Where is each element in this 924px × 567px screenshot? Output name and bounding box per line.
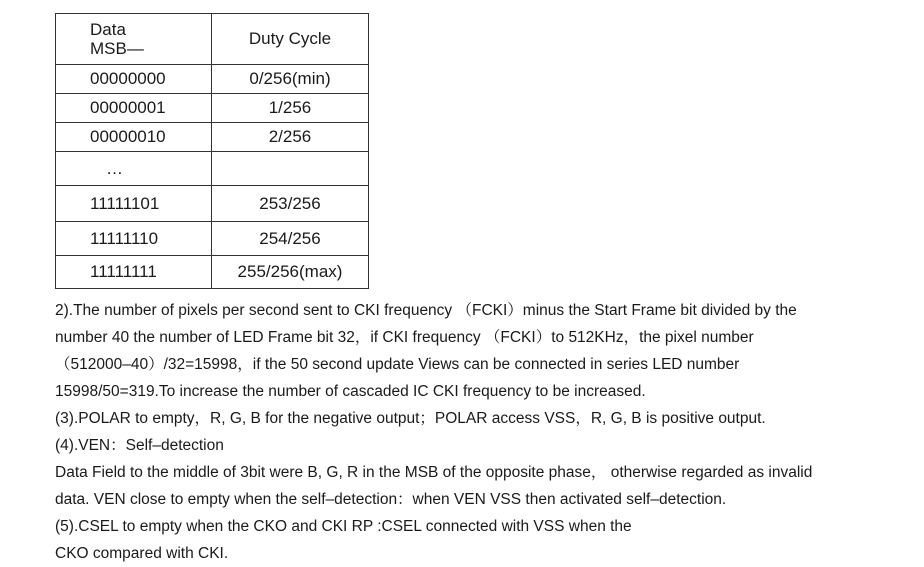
- paragraph-line: Data Field to the middle of 3bit were B, G, R in the MSB of the opposite phase， otherwise regarded as invalid: [55, 464, 813, 481]
- table-row: [56, 186, 369, 222]
- cell-data: 00000000: [56, 65, 212, 94]
- table-header-row: [56, 14, 369, 65]
- paragraph-line: （512000–40）/32=15998，if the 50 second update Views can be connected in series LED number: [55, 356, 740, 373]
- paragraph-line: 2).The number of pixels per second sent to CKI frequency （FCKI）minus the Start Frame bit divided by the: [55, 302, 797, 319]
- table-row: [56, 94, 369, 123]
- paragraph-line: (4).VEN：Self–detection: [55, 437, 224, 454]
- description-text: [55, 297, 895, 567]
- paragraph-line: (5).CSEL to empty when the CKO and CKI RP :CSEL connected with VSS when the: [55, 518, 632, 535]
- cell-duty: 255/256(max): [212, 256, 369, 289]
- paragraph-line: data. VEN close to empty when the self–detection：when VEN VSS then activated self–detection.: [55, 491, 727, 508]
- table-row: [56, 123, 369, 152]
- header-data-msb: [56, 14, 212, 65]
- cell-data: 11111101: [56, 186, 212, 222]
- table-row: [56, 152, 369, 186]
- paragraph-line: 15998/50=319.To increase the number of cascaded IC CKI frequency to be increased.: [55, 383, 646, 400]
- cell-duty: 2/256: [212, 123, 369, 152]
- header-msb-label: MSB—: [90, 39, 144, 58]
- table-row: [56, 256, 369, 289]
- cell-duty: 0/256(min): [212, 65, 369, 94]
- header-duty-cycle: Duty Cycle: [212, 14, 369, 65]
- table-row: [56, 65, 369, 94]
- cell-data: 00000001: [56, 94, 212, 123]
- paragraph-line: CKO compared with CKI.: [55, 545, 229, 562]
- cell-data: 11111111: [56, 256, 212, 289]
- cell-duty: [212, 152, 369, 186]
- cell-duty: 253/256: [212, 186, 369, 222]
- paragraph-line: (3).POLAR to empty，R, G, B for the negative output；POLAR access VSS，R, G, B is positive output.: [55, 410, 766, 427]
- header-data-label: Data: [90, 20, 126, 39]
- paragraph-line: number 40 the number of LED Frame bit 32，if CKI frequency （FCKI）to 512KHz，the pixel number: [55, 329, 754, 346]
- cell-data-ellipsis: …: [56, 152, 212, 186]
- duty-cycle-table: [55, 13, 369, 289]
- cell-data: 00000010: [56, 123, 212, 152]
- cell-duty: 1/256: [212, 94, 369, 123]
- cell-data: 11111110: [56, 222, 212, 256]
- cell-duty: 254/256: [212, 222, 369, 256]
- table-row: [56, 222, 369, 256]
